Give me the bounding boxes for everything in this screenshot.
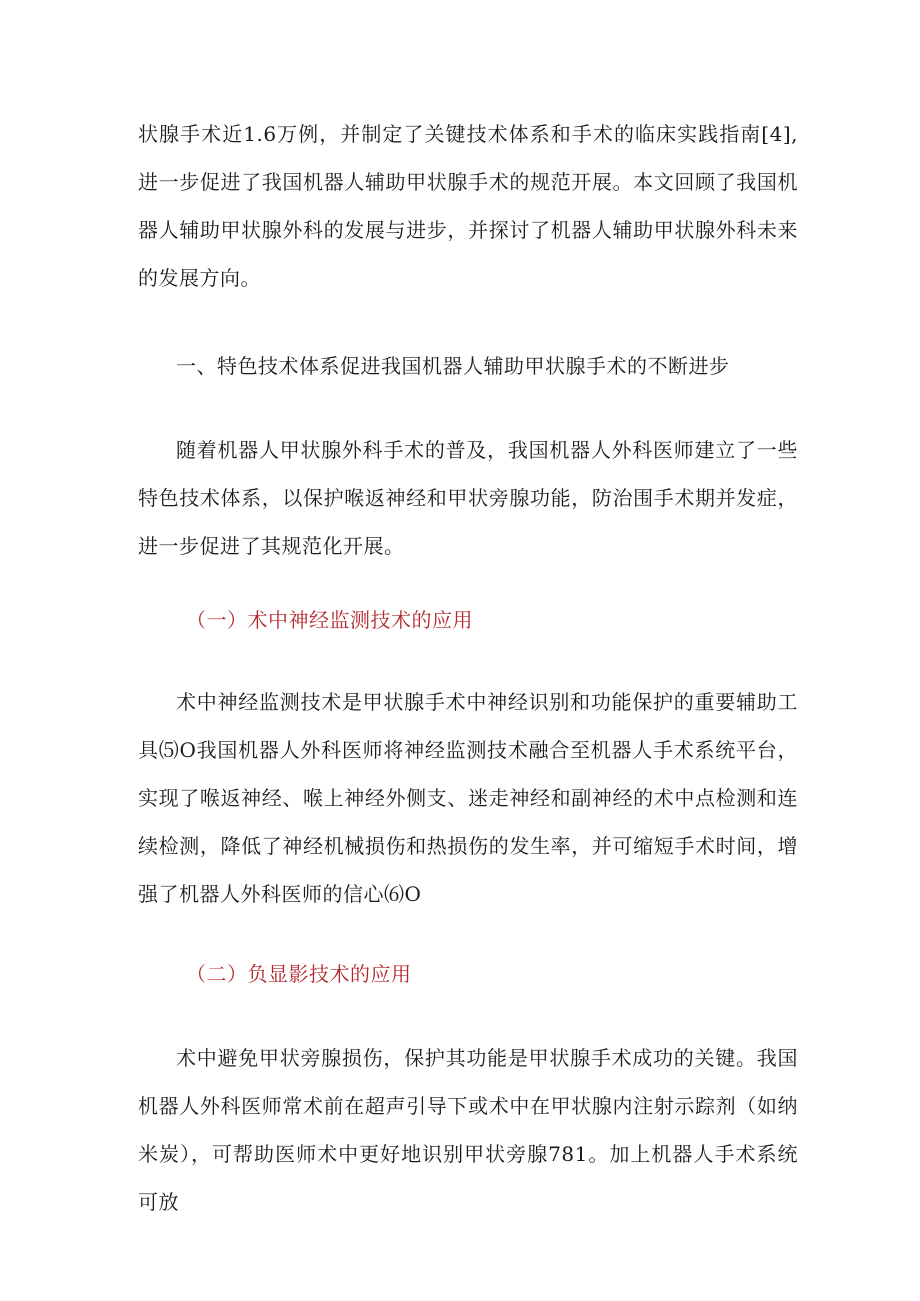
paragraph-intro: 状腺手术近1.6万例，并制定了关键技术体系和手术的临床实践指南[4],进一步促进了我国机器人辅助甲状腺手术的规范开展。本文回顾了我国机器人辅助甲状腺外科的发展与进步，并探讨了机器人辅助甲状腺外科未来的发展方向。 <box>138 122 798 290</box>
section-heading: 一、特色技术体系促进我国机器人辅助甲状腺手术的不断进步 <box>176 354 730 378</box>
subsection-2-heading: （二）负显影技术的应用 <box>186 962 412 986</box>
section-paragraph: 随着机器人甲状腺外科手术的普及，我国机器人外科医师建立了一些特色技术体系，以保护喉返神经和甲状旁腺功能，防治围手术期并发症，进一步促进了其规范化开展。 <box>138 438 798 558</box>
subsection-1-heading: （一）术中神经监测技术的应用 <box>186 608 473 632</box>
subsection-2-paragraph: 术中避免甲状旁腺损伤，保护其功能是甲状腺手术成功的关键。我国机器人外科医师常术前在超声引导下或术中在甲状腺内注射示踪剂（如纳米炭），可帮助医师术中更好地识别甲状旁腺781。加上机器人手术系统可放 <box>138 1046 798 1214</box>
subsection-1-paragraph: 术中神经监测技术是甲状腺手术中神经识别和功能保护的重要辅助工具⑸O我国机器人外科医师将神经监测技术融合至机器人手术系统平台，实现了喉返神经、喉上神经外侧支、迷走神经和副神经的术中点检测和连续检测，降低了神经机械损伤和热损伤的发生率，并可缩短手术时间，增强了机器人外科医师的信心⑹O <box>138 690 798 906</box>
